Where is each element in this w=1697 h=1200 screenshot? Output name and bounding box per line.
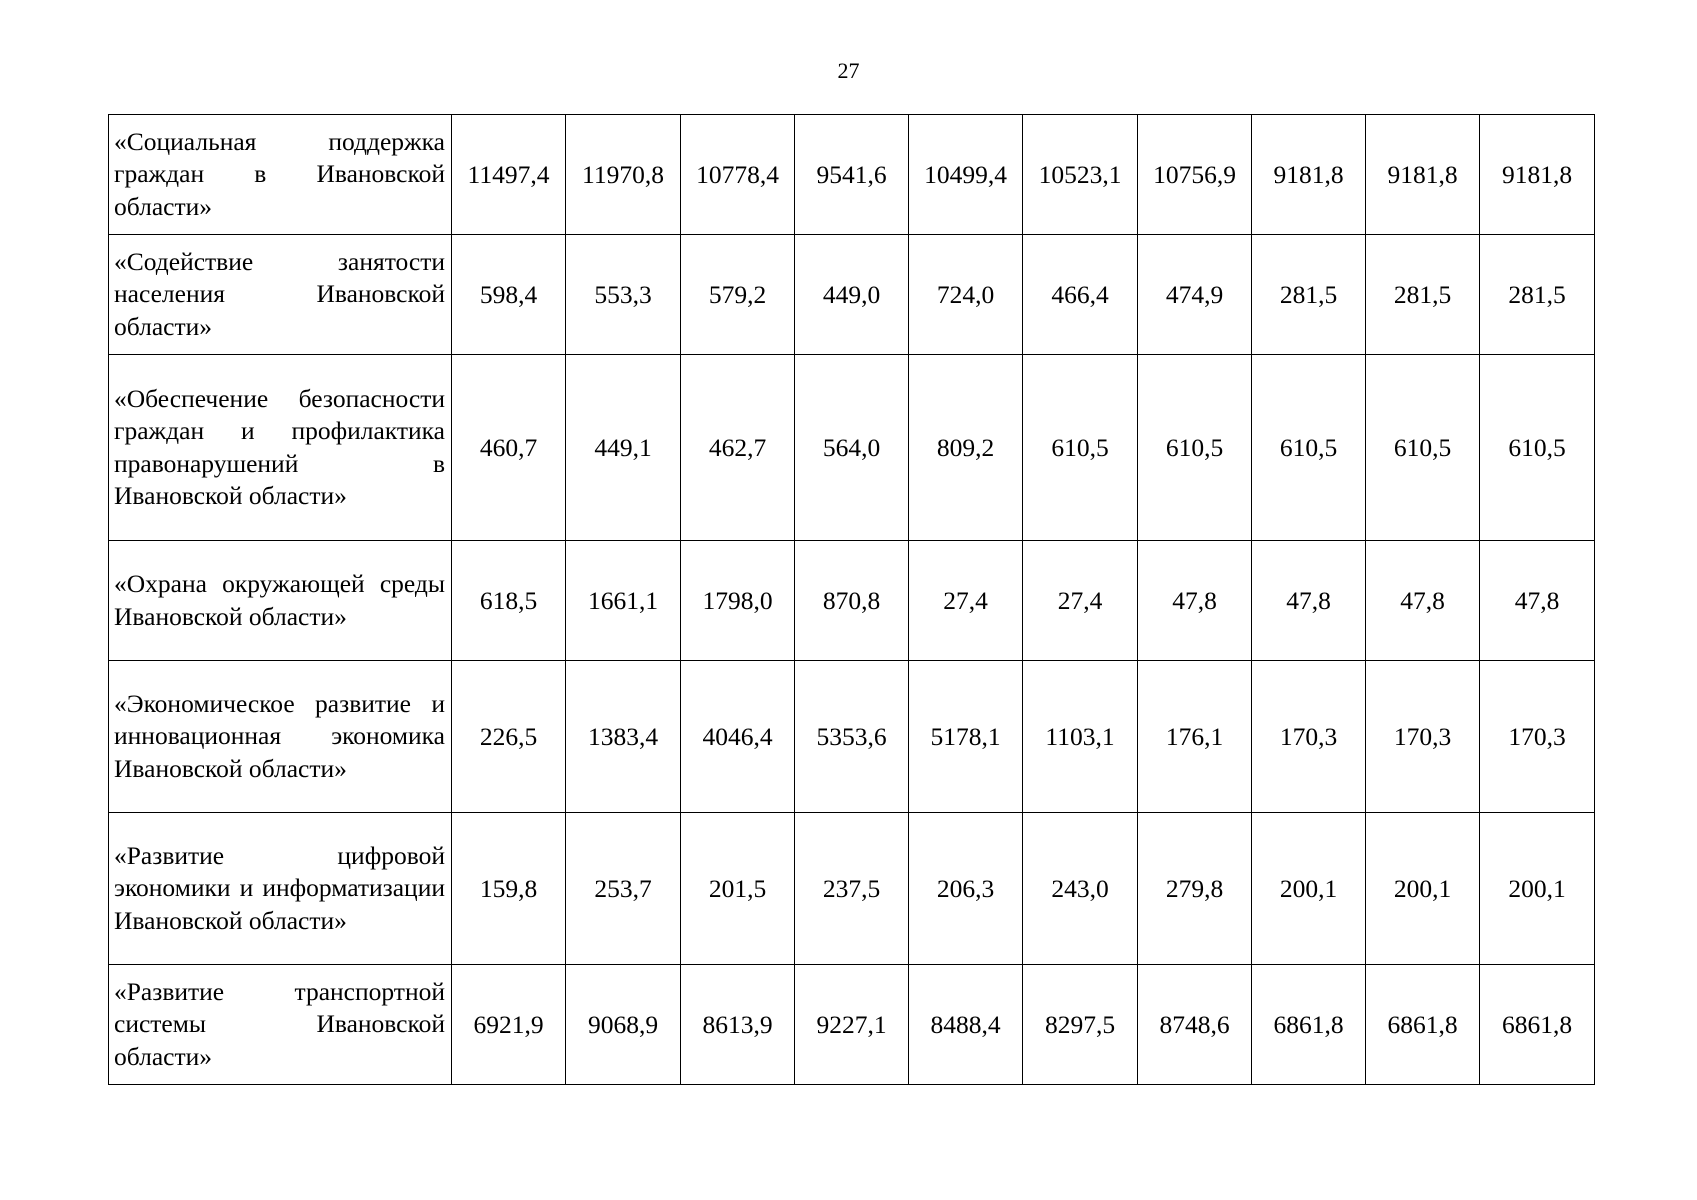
program-name-cell: «Обеспечение безопасности граждан и профилактика правонарушений в Ивановской области» <box>109 355 452 541</box>
value-cell: 9181,8 <box>1366 115 1480 235</box>
value-cell: 279,8 <box>1138 813 1252 965</box>
value-cell: 724,0 <box>909 235 1023 355</box>
value-cell: 9068,9 <box>566 965 681 1085</box>
value-cell: 27,4 <box>909 541 1023 661</box>
value-cell: 10499,4 <box>909 115 1023 235</box>
value-cell: 170,3 <box>1480 661 1595 813</box>
value-cell: 466,4 <box>1023 235 1138 355</box>
value-cell: 564,0 <box>795 355 909 541</box>
value-cell: 10778,4 <box>681 115 795 235</box>
value-cell: 200,1 <box>1366 813 1480 965</box>
value-cell: 176,1 <box>1138 661 1252 813</box>
value-cell: 206,3 <box>909 813 1023 965</box>
value-cell: 8488,4 <box>909 965 1023 1085</box>
value-cell: 47,8 <box>1366 541 1480 661</box>
value-cell: 253,7 <box>566 813 681 965</box>
value-cell: 5178,1 <box>909 661 1023 813</box>
value-cell: 610,5 <box>1366 355 1480 541</box>
value-cell: 462,7 <box>681 355 795 541</box>
value-cell: 9227,1 <box>795 965 909 1085</box>
value-cell: 6921,9 <box>452 965 566 1085</box>
table-row <box>109 541 1595 661</box>
value-cell: 47,8 <box>1138 541 1252 661</box>
value-cell: 610,5 <box>1138 355 1252 541</box>
value-cell: 598,4 <box>452 235 566 355</box>
table-row <box>109 355 1595 541</box>
value-cell: 809,2 <box>909 355 1023 541</box>
value-cell: 11970,8 <box>566 115 681 235</box>
value-cell: 8297,5 <box>1023 965 1138 1085</box>
value-cell: 159,8 <box>452 813 566 965</box>
program-name-cell: «Охрана окружающей среды Ивановской области» <box>109 541 452 661</box>
value-cell: 10756,9 <box>1138 115 1252 235</box>
value-cell: 201,5 <box>681 813 795 965</box>
page-number: 27 <box>837 58 860 83</box>
value-cell: 579,2 <box>681 235 795 355</box>
value-cell: 237,5 <box>795 813 909 965</box>
table-row <box>109 235 1595 355</box>
value-cell: 449,1 <box>566 355 681 541</box>
value-cell: 449,0 <box>795 235 909 355</box>
value-cell: 281,5 <box>1480 235 1595 355</box>
value-cell: 1383,4 <box>566 661 681 813</box>
value-cell: 9541,6 <box>795 115 909 235</box>
value-cell: 870,8 <box>795 541 909 661</box>
value-cell: 226,5 <box>452 661 566 813</box>
program-name-cell: «Развитие цифровой экономики и информатизации Ивановской области» <box>109 813 452 965</box>
value-cell: 170,3 <box>1366 661 1480 813</box>
value-cell: 281,5 <box>1252 235 1366 355</box>
value-cell: 4046,4 <box>681 661 795 813</box>
value-cell: 200,1 <box>1252 813 1366 965</box>
value-cell: 47,8 <box>1480 541 1595 661</box>
value-cell: 460,7 <box>452 355 566 541</box>
value-cell: 1798,0 <box>681 541 795 661</box>
value-cell: 6861,8 <box>1480 965 1595 1085</box>
value-cell: 243,0 <box>1023 813 1138 965</box>
value-cell: 10523,1 <box>1023 115 1138 235</box>
program-name-cell: «Социальная поддержка граждан в Ивановской области» <box>109 115 452 235</box>
value-cell: 281,5 <box>1366 235 1480 355</box>
value-cell: 5353,6 <box>795 661 909 813</box>
value-cell: 27,4 <box>1023 541 1138 661</box>
value-cell: 474,9 <box>1138 235 1252 355</box>
table-row <box>109 813 1595 965</box>
value-cell: 6861,8 <box>1252 965 1366 1085</box>
value-cell: 9181,8 <box>1252 115 1366 235</box>
value-cell: 8748,6 <box>1138 965 1252 1085</box>
value-cell: 9181,8 <box>1480 115 1595 235</box>
value-cell: 8613,9 <box>681 965 795 1085</box>
value-cell: 170,3 <box>1252 661 1366 813</box>
value-cell: 610,5 <box>1023 355 1138 541</box>
value-cell: 200,1 <box>1480 813 1595 965</box>
value-cell: 1661,1 <box>566 541 681 661</box>
value-cell: 610,5 <box>1480 355 1595 541</box>
value-cell: 610,5 <box>1252 355 1366 541</box>
value-cell: 11497,4 <box>452 115 566 235</box>
value-cell: 553,3 <box>566 235 681 355</box>
program-name-cell: «Развитие транспортной системы Ивановской области» <box>109 965 452 1085</box>
program-funding-table <box>108 114 1595 1085</box>
program-name-cell: «Экономическое развитие и инновационная экономика Ивановской области» <box>109 661 452 813</box>
value-cell: 618,5 <box>452 541 566 661</box>
table-row <box>109 965 1595 1085</box>
table-row <box>109 115 1595 235</box>
program-name-cell: «Содействие занятости населения Ивановской области» <box>109 235 452 355</box>
value-cell: 1103,1 <box>1023 661 1138 813</box>
value-cell: 6861,8 <box>1366 965 1480 1085</box>
table-row <box>109 661 1595 813</box>
value-cell: 47,8 <box>1252 541 1366 661</box>
